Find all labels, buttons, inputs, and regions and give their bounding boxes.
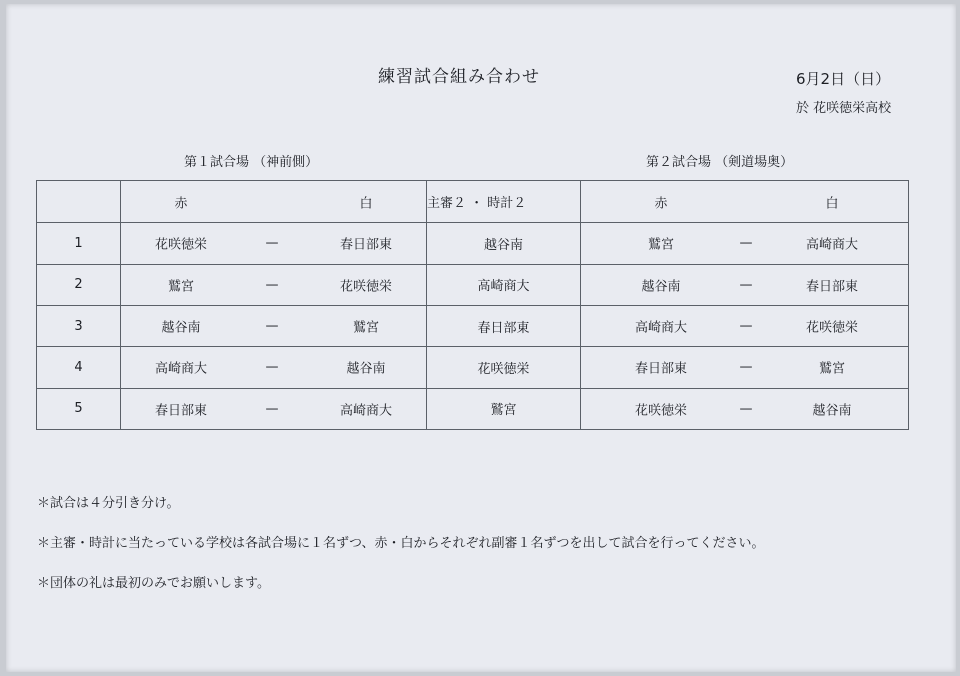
- header-number-cell: [37, 181, 121, 223]
- court2-red-team: 春日部東: [634, 361, 687, 377]
- court1-red-team: 春日部東: [154, 403, 207, 419]
- versus-dash: —: [265, 359, 279, 375]
- header-court2-white: 白: [825, 196, 839, 212]
- match-number: 1: [37, 223, 121, 264]
- court2-red-team: 花咲徳栄: [634, 403, 687, 419]
- table-row: [37, 305, 909, 346]
- header-court1-white: 白: [359, 196, 373, 212]
- table-row: [37, 388, 909, 429]
- note-item: ＊団体の礼は最初のみでお願いします。: [37, 576, 270, 591]
- table-header-row: [37, 181, 909, 223]
- court2-red-team: 高崎商大: [634, 320, 687, 336]
- court1-label: 第１試合場 （神前側）: [184, 155, 319, 170]
- court1-white-team: 高崎商大: [339, 403, 392, 419]
- court1-match: [121, 305, 427, 346]
- notes-section: [37, 484, 764, 604]
- versus-dash: —: [265, 318, 279, 334]
- court1-white-team: 花咲徳栄: [339, 279, 392, 295]
- page-title: 練習試合組み合わせ: [378, 67, 540, 87]
- court2-match: [581, 388, 909, 429]
- versus-dash: —: [739, 235, 753, 251]
- event-venue: 於 花咲徳栄高校: [796, 101, 892, 116]
- court2-white-team: 春日部東: [805, 279, 858, 295]
- versus-dash: —: [739, 277, 753, 293]
- court1-red-team: 花咲徳栄: [154, 237, 207, 253]
- table-row: [37, 347, 909, 388]
- event-date: 6月2日（日）: [796, 70, 891, 88]
- note-item: ＊主審・時計に当たっている学校は各試合場に１名ずつ、赤・白からそれぞれ副審１名ずつを出して試合を行ってください。: [37, 536, 765, 551]
- court1-red-team: 鷲宮: [167, 279, 194, 295]
- header-court2-cell: [581, 181, 909, 223]
- court2-red-team: 越谷南: [641, 279, 681, 295]
- court2-match: [581, 223, 909, 264]
- court2-match: [581, 264, 909, 305]
- versus-dash: —: [739, 401, 753, 417]
- court2-white-team: 越谷南: [812, 403, 852, 419]
- versus-dash: —: [739, 318, 753, 334]
- referee-team: 高崎商大: [427, 264, 581, 305]
- versus-dash: —: [265, 277, 279, 293]
- court2-red-team: 鷲宮: [647, 237, 674, 253]
- court1-match: [121, 264, 427, 305]
- note-item: ＊試合は４分引き分け。: [37, 496, 180, 511]
- court2-white-team: 高崎商大: [805, 237, 858, 253]
- table-row: [37, 264, 909, 305]
- court1-white-team: 鷲宮: [352, 320, 379, 336]
- court1-white-team: 越谷南: [346, 361, 386, 377]
- header-referee: 主審２ ・ 時計２: [427, 181, 581, 223]
- referee-team: 鷲宮: [427, 388, 581, 429]
- court1-white-team: 春日部東: [339, 237, 392, 253]
- court1-match: [121, 223, 427, 264]
- referee-team: 春日部東: [427, 305, 581, 346]
- versus-dash: —: [265, 235, 279, 251]
- court2-white-team: 花咲徳栄: [805, 320, 858, 336]
- versus-dash: —: [739, 359, 753, 375]
- court2-label: 第２試合場 （剣道場奥）: [646, 155, 794, 170]
- court2-white-team: 鷲宮: [818, 361, 845, 377]
- match-number: 4: [37, 347, 121, 388]
- court1-red-team: 越谷南: [161, 320, 201, 336]
- match-number: 5: [37, 388, 121, 429]
- match-number: 2: [37, 264, 121, 305]
- referee-team: 越谷南: [427, 223, 581, 264]
- court1-match: [121, 388, 427, 429]
- table-row: [37, 223, 909, 264]
- court1-match: [121, 347, 427, 388]
- versus-dash: —: [265, 401, 279, 417]
- header-court1-red: 赤: [174, 196, 188, 212]
- header-court1-cell: [121, 181, 427, 223]
- match-number: 3: [37, 305, 121, 346]
- header-court2-red: 赤: [654, 196, 668, 212]
- match-schedule-table: [36, 180, 909, 430]
- court2-match: [581, 347, 909, 388]
- referee-team: 花咲徳栄: [427, 347, 581, 388]
- court1-red-team: 高崎商大: [154, 361, 207, 377]
- court2-match: [581, 305, 909, 346]
